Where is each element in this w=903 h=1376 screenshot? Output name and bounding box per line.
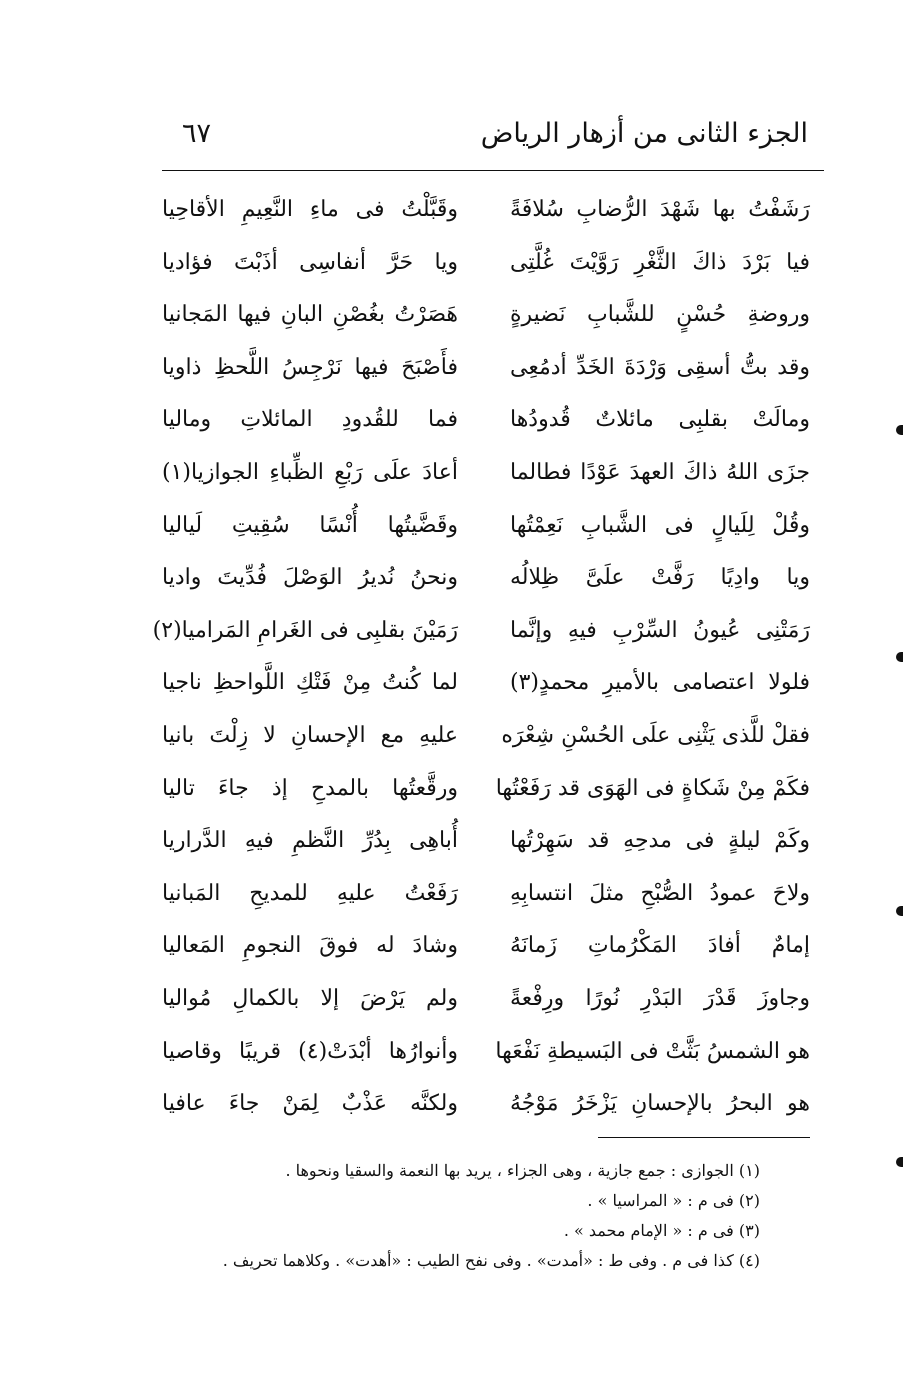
first-hemistich: جزَى اللهُ ذاكَ العهدَ عَوْدًا فطالما bbox=[510, 459, 810, 485]
first-hemistich: وروضةِ حُسْنٍ للشَّبابِ نَضيرةٍ bbox=[510, 302, 810, 328]
verse bbox=[160, 342, 810, 395]
running-title: الجزء الثانى من أزهار الرياض bbox=[480, 118, 808, 149]
first-hemistich: إمامٌ أفادَ المَكْرُماتِ زَمانَهُ bbox=[510, 933, 810, 959]
first-hemistich: وقد بتُّ أسقِى وَرْدَةَ الخَدِّ أدمُعِى bbox=[510, 354, 810, 380]
first-hemistich: وقُلْ لِلَيالٍ فى الشَّبابِ نَعِمْتُها bbox=[510, 512, 810, 538]
footnote: (٤) كذا فى م . وفى ط : «أمدت» . وفى نفح الطيب : «أهدت» . وكلاهما تحريف . bbox=[222, 1251, 760, 1270]
second-hemistich: لما كُنتُ مِنْ فَتْكِ اللَّواحظِ ناجيا bbox=[162, 670, 458, 696]
verse bbox=[160, 289, 810, 342]
second-hemistich: رَفَعْتُ عليهِ للمديحِ المَبانيا bbox=[162, 880, 458, 906]
verse bbox=[160, 868, 810, 921]
second-hemistich: هَصَرْتُ بغُصْنِ البانِ فيها المَجانيا bbox=[162, 302, 458, 328]
second-hemistich: أُباهِى بِدُرِّ النَّظمِ فيهِ الدَّراريا bbox=[162, 828, 458, 854]
first-hemistich: ومالَتْ بقلبِى مائلاتٌ قُدودُها bbox=[510, 407, 810, 433]
first-hemistich: ولاحَ عمودُ الصُّبْحِ مثلَ انتسابِهِ bbox=[510, 880, 810, 906]
second-hemistich: ونحنُ نُديرُ الوَصْلَ فُدِّيتَ واديا bbox=[162, 565, 458, 591]
first-hemistich: رَمَتْنِى عُيونُ السِّرْبِ فيهِ وإنَّما bbox=[510, 617, 810, 643]
second-hemistich: وقَبَّلْتُ فى ماءِ النَّعِيمِ الأقاحِيا bbox=[162, 197, 458, 222]
verse bbox=[152, 605, 810, 658]
header-rule bbox=[162, 170, 824, 171]
poem bbox=[152, 184, 810, 1131]
second-hemistich: فأَصْبَحَ فيها نَرْجِسُ اللَّحظِ ذاويا bbox=[162, 354, 458, 380]
first-hemistich: فيا بَرْدَ ذاكَ الثَّغْرِ رَوَّيْتَ غُلَّتِى bbox=[510, 249, 810, 275]
verse bbox=[160, 552, 810, 605]
second-hemistich: رَمَيْنَ بقلبِى فى الغَرامِ المَراميا(٢) bbox=[152, 617, 458, 643]
page-number: ٦٧ bbox=[182, 118, 212, 149]
footnote-rule bbox=[598, 1137, 810, 1138]
second-hemistich: عليهِ مع الإحسانِ لا زِلْتَ بانيا bbox=[162, 722, 458, 748]
verse bbox=[160, 500, 810, 553]
second-hemistich: ولم يَرْضَ إلا بالكمالِ مُواليا bbox=[162, 985, 458, 1011]
scan-edge-mark bbox=[896, 906, 903, 916]
second-hemistich: وأنوارُها أبْدَتْ(٤) قريبًا وقاصيا bbox=[162, 1038, 458, 1064]
scan-edge-mark bbox=[896, 425, 903, 435]
verse bbox=[160, 237, 810, 290]
scan-edge-mark bbox=[896, 652, 903, 662]
running-header bbox=[160, 118, 820, 160]
verse bbox=[160, 394, 810, 447]
verse bbox=[160, 184, 810, 237]
second-hemistich: ورقَّعتُها بالمدحِ إذ جاءَ تاليا bbox=[162, 775, 458, 801]
verse bbox=[160, 1078, 810, 1131]
footnote: (٣) فى م : « الإمام محمد » . bbox=[563, 1221, 760, 1240]
first-hemistich: فلولا اعتصامى بالأميرِ محمدٍ(٣) bbox=[510, 670, 810, 696]
first-hemistich: فقلْ للَّذى يَثْنِى علَى الحُسْنِ شِعْرَه bbox=[501, 722, 810, 748]
second-hemistich: ويا حَرَّ أنفاسِى أذَبْتَ فؤاديا bbox=[162, 249, 458, 275]
scan-edge-mark bbox=[896, 1157, 903, 1167]
verse bbox=[160, 973, 810, 1026]
first-hemistich: فكَمْ مِنْ شَكاةٍ فى الهَوَى قد رَفَعْتُها bbox=[495, 775, 810, 801]
footnote: (١) الجوازى : جمع جازية ، وهى الجزاء ، يريد بها النعمة والسقيا ونحوها . bbox=[285, 1161, 760, 1180]
footnotes bbox=[150, 1156, 760, 1276]
first-hemistich: ويا وادِيًا رَفَّتْ علَىَّ ظِلالُه bbox=[510, 565, 810, 591]
first-hemistich: هو البحرُ بالإحسانِ يَزْخَرُ مَوْجُهُ bbox=[510, 1091, 810, 1117]
verse bbox=[160, 815, 810, 868]
footnote: (٢) فى م : « المراسيا » . bbox=[587, 1191, 760, 1210]
first-hemistich: وكَمْ ليلةٍ فى مدحِهِ قد سَهِرْتُها bbox=[510, 828, 810, 854]
first-hemistich: رَشَفْتُ بها شَهْدَ الرُّضابِ سُلافَةً bbox=[510, 197, 810, 222]
second-hemistich: أعادَ علَى رَبْعِ الظِّباءِ الجوازيا(١) bbox=[162, 459, 458, 485]
first-hemistich: هو الشمسُ بَثَّتْ فى البَسيطةِ نَفْعَها bbox=[495, 1038, 810, 1064]
verse bbox=[160, 657, 810, 710]
verse bbox=[160, 920, 810, 973]
verse bbox=[160, 710, 810, 763]
second-hemistich: وقَضَّيتُها أُنْسًا سُقِيتِ لَياليا bbox=[162, 512, 458, 538]
second-hemistich: فما للقُدودِ المائلاتِ وماليا bbox=[162, 407, 458, 433]
second-hemistich: وشادَ له فوقَ النجومِ المَعاليا bbox=[162, 933, 458, 959]
second-hemistich: ولكنَّه عَذْبٌ لِمَنْ جاءَ عافيا bbox=[162, 1091, 458, 1117]
verse bbox=[160, 447, 810, 500]
first-hemistich: وجاوزَ قَدْرَ البَدْرِ نُورًا ورِفْعةً bbox=[510, 985, 810, 1011]
verse bbox=[160, 1026, 810, 1079]
verse bbox=[160, 763, 810, 816]
